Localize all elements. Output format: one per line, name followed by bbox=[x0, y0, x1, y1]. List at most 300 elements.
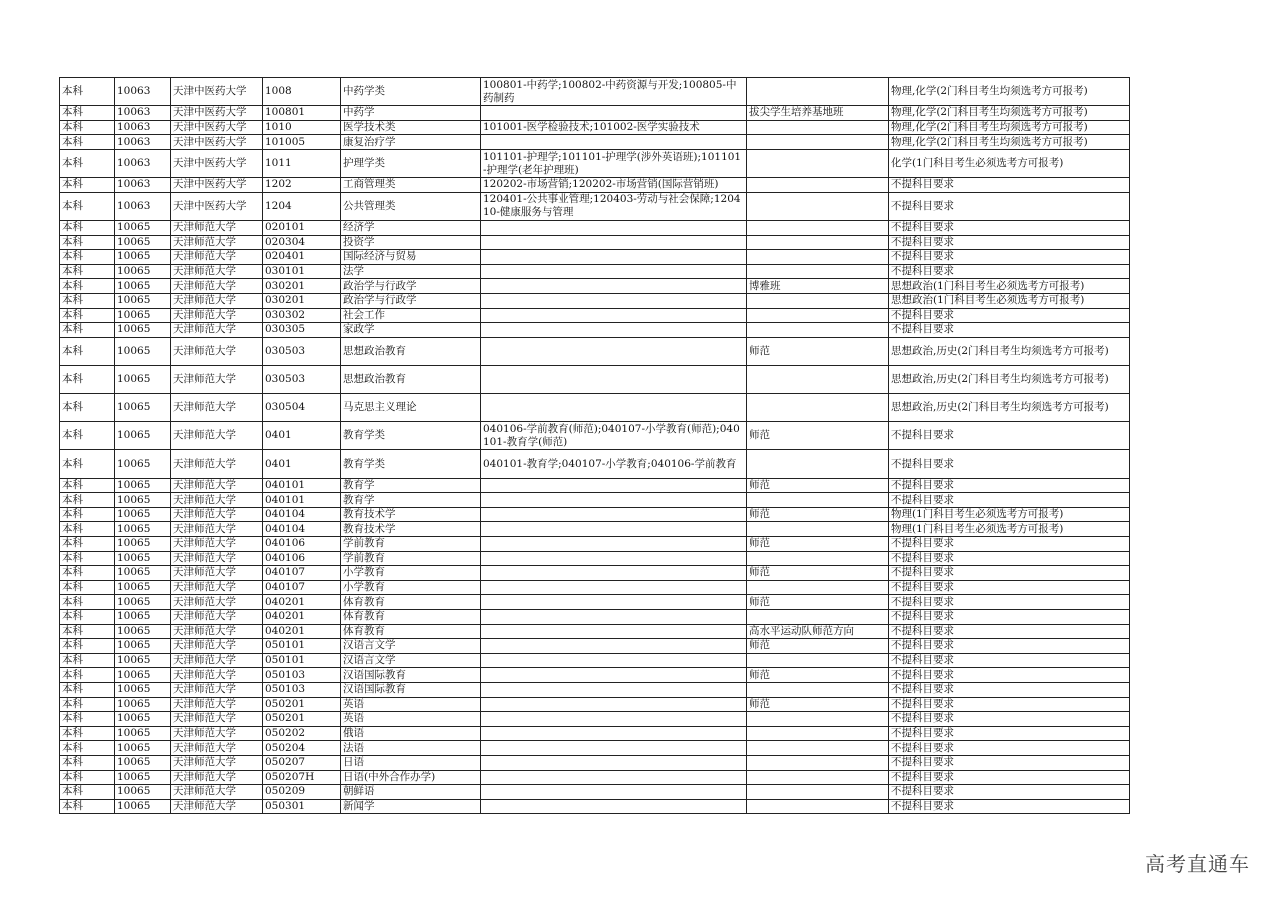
included-majors-cell bbox=[481, 609, 747, 624]
major-code-cell: 050202 bbox=[263, 726, 341, 741]
school-name-cell: 天津师范大学 bbox=[171, 697, 263, 712]
school-name-cell: 天津师范大学 bbox=[171, 770, 263, 785]
included-majors-cell bbox=[481, 537, 747, 552]
table-row bbox=[60, 551, 1130, 566]
school-code-cell: 10065 bbox=[115, 682, 171, 697]
level-cell: 本科 bbox=[60, 566, 115, 581]
school-name-cell: 天津师范大学 bbox=[171, 478, 263, 493]
level-cell: 本科 bbox=[60, 522, 115, 537]
school-code-cell: 10065 bbox=[115, 770, 171, 785]
level-cell: 本科 bbox=[60, 785, 115, 800]
table-row bbox=[60, 639, 1130, 654]
major-name-cell: 体育教育 bbox=[341, 624, 481, 639]
major-name-cell: 护理学类 bbox=[341, 149, 481, 177]
subject-requirement-cell: 不提科目要求 bbox=[889, 799, 1130, 814]
major-code-cell: 030302 bbox=[263, 308, 341, 323]
school-code-cell: 10065 bbox=[115, 365, 171, 393]
subject-requirement-cell: 不提科目要求 bbox=[889, 609, 1130, 624]
major-name-cell: 俄语 bbox=[341, 726, 481, 741]
note-cell: 师范 bbox=[747, 337, 889, 365]
level-cell: 本科 bbox=[60, 624, 115, 639]
level-cell: 本科 bbox=[60, 653, 115, 668]
school-name-cell: 天津师范大学 bbox=[171, 799, 263, 814]
school-name-cell: 天津师范大学 bbox=[171, 422, 263, 450]
table-row bbox=[60, 668, 1130, 683]
major-code-cell: 100801 bbox=[263, 106, 341, 121]
note-cell: 拔尖学生培养基地班 bbox=[747, 106, 889, 121]
included-majors-cell bbox=[481, 785, 747, 800]
major-code-cell: 050101 bbox=[263, 653, 341, 668]
admission-requirements-table bbox=[59, 77, 1130, 814]
note-cell: 师范 bbox=[747, 595, 889, 610]
major-name-cell: 马克思主义理论 bbox=[341, 394, 481, 422]
major-name-cell: 教育技术学 bbox=[341, 522, 481, 537]
major-name-cell: 国际经济与贸易 bbox=[341, 250, 481, 265]
note-cell: 师范 bbox=[747, 566, 889, 581]
school-code-cell: 10065 bbox=[115, 323, 171, 338]
major-name-cell: 汉语言文学 bbox=[341, 639, 481, 654]
major-code-cell: 0401 bbox=[263, 422, 341, 450]
included-majors-cell: 120401-公共事业管理;120403-劳动与社会保障;120410-健康服务与管理 bbox=[481, 192, 747, 220]
note-cell: 师范 bbox=[747, 639, 889, 654]
note-cell bbox=[747, 770, 889, 785]
major-code-cell: 040106 bbox=[263, 551, 341, 566]
note-cell: 师范 bbox=[747, 537, 889, 552]
major-code-cell: 101005 bbox=[263, 135, 341, 150]
school-code-cell: 10065 bbox=[115, 653, 171, 668]
subject-requirement-cell: 物理,化学(2门科目考生均须选考方可报考) bbox=[889, 135, 1130, 150]
note-cell bbox=[747, 78, 889, 106]
school-code-cell: 10065 bbox=[115, 609, 171, 624]
table-row bbox=[60, 337, 1130, 365]
school-name-cell: 天津师范大学 bbox=[171, 337, 263, 365]
school-code-cell: 10065 bbox=[115, 250, 171, 265]
school-name-cell: 天津师范大学 bbox=[171, 726, 263, 741]
subject-requirement-cell: 不提科目要求 bbox=[889, 537, 1130, 552]
major-code-cell: 050301 bbox=[263, 799, 341, 814]
included-majors-cell bbox=[481, 250, 747, 265]
included-majors-cell bbox=[481, 478, 747, 493]
note-cell bbox=[747, 785, 889, 800]
major-code-cell: 040201 bbox=[263, 595, 341, 610]
included-majors-cell: 101101-护理学;101101-护理学(涉外英语班);101101-护理学(老年护理班) bbox=[481, 149, 747, 177]
major-name-cell: 家政学 bbox=[341, 323, 481, 338]
major-code-cell: 020101 bbox=[263, 220, 341, 235]
major-code-cell: 030503 bbox=[263, 365, 341, 393]
level-cell: 本科 bbox=[60, 507, 115, 522]
note-cell bbox=[747, 755, 889, 770]
major-name-cell: 教育学类 bbox=[341, 450, 481, 478]
subject-requirement-cell: 不提科目要求 bbox=[889, 785, 1130, 800]
level-cell: 本科 bbox=[60, 770, 115, 785]
major-name-cell: 政治学与行政学 bbox=[341, 293, 481, 308]
subject-requirement-cell: 不提科目要求 bbox=[889, 235, 1130, 250]
table-row bbox=[60, 580, 1130, 595]
subject-requirement-cell: 不提科目要求 bbox=[889, 422, 1130, 450]
level-cell: 本科 bbox=[60, 537, 115, 552]
major-name-cell: 法语 bbox=[341, 741, 481, 756]
major-name-cell: 日语(中外合作办学) bbox=[341, 770, 481, 785]
note-cell bbox=[747, 220, 889, 235]
table-row bbox=[60, 493, 1130, 508]
major-code-cell: 030305 bbox=[263, 323, 341, 338]
subject-requirement-cell: 不提科目要求 bbox=[889, 450, 1130, 478]
school-code-cell: 10063 bbox=[115, 192, 171, 220]
level-cell: 本科 bbox=[60, 609, 115, 624]
school-name-cell: 天津师范大学 bbox=[171, 235, 263, 250]
included-majors-cell bbox=[481, 770, 747, 785]
included-majors-cell bbox=[481, 682, 747, 697]
note-cell bbox=[747, 120, 889, 135]
level-cell: 本科 bbox=[60, 697, 115, 712]
table-row bbox=[60, 192, 1130, 220]
table-row bbox=[60, 712, 1130, 727]
note-cell: 高水平运动队师范方向 bbox=[747, 624, 889, 639]
level-cell: 本科 bbox=[60, 394, 115, 422]
subject-requirement-cell: 思想政治(1门科目考生必须选考方可报考) bbox=[889, 279, 1130, 294]
subject-requirement-cell: 不提科目要求 bbox=[889, 192, 1130, 220]
included-majors-cell bbox=[481, 493, 747, 508]
school-name-cell: 天津师范大学 bbox=[171, 293, 263, 308]
included-majors-cell bbox=[481, 293, 747, 308]
school-name-cell: 天津师范大学 bbox=[171, 493, 263, 508]
level-cell: 本科 bbox=[60, 235, 115, 250]
school-code-cell: 10065 bbox=[115, 478, 171, 493]
school-name-cell: 天津师范大学 bbox=[171, 595, 263, 610]
major-code-cell: 040101 bbox=[263, 493, 341, 508]
note-cell bbox=[747, 135, 889, 150]
major-name-cell: 法学 bbox=[341, 264, 481, 279]
subject-requirement-cell: 不提科目要求 bbox=[889, 668, 1130, 683]
level-cell: 本科 bbox=[60, 799, 115, 814]
note-cell bbox=[747, 235, 889, 250]
included-majors-cell bbox=[481, 551, 747, 566]
school-code-cell: 10065 bbox=[115, 624, 171, 639]
school-code-cell: 10063 bbox=[115, 106, 171, 121]
school-name-cell: 天津师范大学 bbox=[171, 450, 263, 478]
table-row bbox=[60, 755, 1130, 770]
subject-requirement-cell: 不提科目要求 bbox=[889, 264, 1130, 279]
level-cell: 本科 bbox=[60, 580, 115, 595]
school-name-cell: 天津师范大学 bbox=[171, 566, 263, 581]
note-cell bbox=[747, 293, 889, 308]
table-row bbox=[60, 785, 1130, 800]
subject-requirement-cell: 物理(1门科目考生必须选考方可报考) bbox=[889, 507, 1130, 522]
table-row bbox=[60, 507, 1130, 522]
table-row bbox=[60, 450, 1130, 478]
subject-requirement-cell: 物理,化学(2门科目考生均须选考方可报考) bbox=[889, 120, 1130, 135]
table-row bbox=[60, 106, 1130, 121]
major-name-cell: 英语 bbox=[341, 697, 481, 712]
school-code-cell: 10063 bbox=[115, 149, 171, 177]
note-cell bbox=[747, 149, 889, 177]
school-name-cell: 天津师范大学 bbox=[171, 609, 263, 624]
included-majors-cell bbox=[481, 135, 747, 150]
table-row bbox=[60, 220, 1130, 235]
level-cell: 本科 bbox=[60, 106, 115, 121]
school-code-cell: 10065 bbox=[115, 493, 171, 508]
school-name-cell: 天津中医药大学 bbox=[171, 192, 263, 220]
major-name-cell: 思想政治教育 bbox=[341, 365, 481, 393]
note-cell bbox=[747, 580, 889, 595]
table-row bbox=[60, 308, 1130, 323]
level-cell: 本科 bbox=[60, 668, 115, 683]
major-name-cell: 教育学 bbox=[341, 478, 481, 493]
table-row bbox=[60, 537, 1130, 552]
major-name-cell: 汉语国际教育 bbox=[341, 682, 481, 697]
school-name-cell: 天津师范大学 bbox=[171, 250, 263, 265]
subject-requirement-cell: 物理,化学(2门科目考生均须选考方可报考) bbox=[889, 78, 1130, 106]
major-name-cell: 工商管理类 bbox=[341, 178, 481, 193]
level-cell: 本科 bbox=[60, 220, 115, 235]
level-cell: 本科 bbox=[60, 337, 115, 365]
subject-requirement-cell: 思想政治,历史(2门科目考生均须选考方可报考) bbox=[889, 365, 1130, 393]
major-code-cell: 1008 bbox=[263, 78, 341, 106]
included-majors-cell: 040101-教育学;040107-小学教育;040106-学前教育 bbox=[481, 450, 747, 478]
included-majors-cell bbox=[481, 712, 747, 727]
school-name-cell: 天津师范大学 bbox=[171, 279, 263, 294]
subject-requirement-cell: 不提科目要求 bbox=[889, 250, 1130, 265]
level-cell: 本科 bbox=[60, 192, 115, 220]
subject-requirement-cell: 不提科目要求 bbox=[889, 566, 1130, 581]
included-majors-cell bbox=[481, 264, 747, 279]
school-name-cell: 天津师范大学 bbox=[171, 653, 263, 668]
subject-requirement-cell: 不提科目要求 bbox=[889, 770, 1130, 785]
included-majors-cell bbox=[481, 394, 747, 422]
subject-requirement-cell: 不提科目要求 bbox=[889, 308, 1130, 323]
table-row bbox=[60, 566, 1130, 581]
major-name-cell: 英语 bbox=[341, 712, 481, 727]
subject-requirement-cell: 不提科目要求 bbox=[889, 639, 1130, 654]
note-cell bbox=[747, 264, 889, 279]
major-code-cell: 040107 bbox=[263, 566, 341, 581]
level-cell: 本科 bbox=[60, 682, 115, 697]
level-cell: 本科 bbox=[60, 755, 115, 770]
note-cell: 师范 bbox=[747, 478, 889, 493]
school-code-cell: 10063 bbox=[115, 78, 171, 106]
included-majors-cell bbox=[481, 308, 747, 323]
table-row bbox=[60, 178, 1130, 193]
school-code-cell: 10063 bbox=[115, 178, 171, 193]
school-code-cell: 10065 bbox=[115, 712, 171, 727]
included-majors-cell bbox=[481, 624, 747, 639]
note-cell bbox=[747, 522, 889, 537]
school-code-cell: 10065 bbox=[115, 507, 171, 522]
table-row bbox=[60, 726, 1130, 741]
major-name-cell: 思想政治教育 bbox=[341, 337, 481, 365]
level-cell: 本科 bbox=[60, 450, 115, 478]
table-row bbox=[60, 609, 1130, 624]
major-code-cell: 030504 bbox=[263, 394, 341, 422]
note-cell bbox=[747, 178, 889, 193]
level-cell: 本科 bbox=[60, 250, 115, 265]
school-name-cell: 天津中医药大学 bbox=[171, 149, 263, 177]
table-row bbox=[60, 120, 1130, 135]
major-code-cell: 040106 bbox=[263, 537, 341, 552]
subject-requirement-cell: 不提科目要求 bbox=[889, 220, 1130, 235]
major-name-cell: 体育教育 bbox=[341, 609, 481, 624]
table-row bbox=[60, 264, 1130, 279]
major-code-cell: 040107 bbox=[263, 580, 341, 595]
note-cell: 博雅班 bbox=[747, 279, 889, 294]
subject-requirement-cell: 物理,化学(2门科目考生均须选考方可报考) bbox=[889, 106, 1130, 121]
major-name-cell: 公共管理类 bbox=[341, 192, 481, 220]
note-cell: 师范 bbox=[747, 507, 889, 522]
included-majors-cell bbox=[481, 220, 747, 235]
level-cell: 本科 bbox=[60, 478, 115, 493]
school-code-cell: 10063 bbox=[115, 120, 171, 135]
major-code-cell: 1010 bbox=[263, 120, 341, 135]
note-cell bbox=[747, 653, 889, 668]
school-name-cell: 天津师范大学 bbox=[171, 639, 263, 654]
included-majors-cell bbox=[481, 106, 747, 121]
note-cell bbox=[747, 365, 889, 393]
major-name-cell: 新闻学 bbox=[341, 799, 481, 814]
school-name-cell: 天津中医药大学 bbox=[171, 135, 263, 150]
school-code-cell: 10065 bbox=[115, 279, 171, 294]
major-name-cell: 小学教育 bbox=[341, 580, 481, 595]
table-row bbox=[60, 697, 1130, 712]
major-code-cell: 040101 bbox=[263, 478, 341, 493]
major-code-cell: 020401 bbox=[263, 250, 341, 265]
level-cell: 本科 bbox=[60, 135, 115, 150]
major-code-cell: 040201 bbox=[263, 624, 341, 639]
major-code-cell: 050209 bbox=[263, 785, 341, 800]
watermark: 高考直通车 bbox=[1145, 852, 1250, 876]
level-cell: 本科 bbox=[60, 712, 115, 727]
major-code-cell: 1202 bbox=[263, 178, 341, 193]
subject-requirement-cell: 物理(1门科目考生必须选考方可报考) bbox=[889, 522, 1130, 537]
table-row bbox=[60, 799, 1130, 814]
level-cell: 本科 bbox=[60, 365, 115, 393]
note-cell: 师范 bbox=[747, 422, 889, 450]
table-row bbox=[60, 682, 1130, 697]
major-name-cell: 中药学 bbox=[341, 106, 481, 121]
major-code-cell: 050103 bbox=[263, 668, 341, 683]
major-code-cell: 030201 bbox=[263, 279, 341, 294]
included-majors-cell: 120202-市场营销;120202-市场营销(国际营销班) bbox=[481, 178, 747, 193]
major-name-cell: 体育教育 bbox=[341, 595, 481, 610]
school-code-cell: 10065 bbox=[115, 308, 171, 323]
table-row bbox=[60, 653, 1130, 668]
school-name-cell: 天津师范大学 bbox=[171, 507, 263, 522]
school-code-cell: 10065 bbox=[115, 726, 171, 741]
included-majors-cell bbox=[481, 566, 747, 581]
note-cell bbox=[747, 682, 889, 697]
school-code-cell: 10065 bbox=[115, 422, 171, 450]
included-majors-cell bbox=[481, 741, 747, 756]
school-code-cell: 10065 bbox=[115, 220, 171, 235]
major-name-cell: 投资学 bbox=[341, 235, 481, 250]
school-code-cell: 10065 bbox=[115, 394, 171, 422]
major-code-cell: 0401 bbox=[263, 450, 341, 478]
level-cell: 本科 bbox=[60, 149, 115, 177]
table-row bbox=[60, 624, 1130, 639]
school-code-cell: 10065 bbox=[115, 785, 171, 800]
table-row bbox=[60, 595, 1130, 610]
note-cell: 师范 bbox=[747, 697, 889, 712]
major-name-cell: 康复治疗学 bbox=[341, 135, 481, 150]
school-name-cell: 天津师范大学 bbox=[171, 624, 263, 639]
school-code-cell: 10065 bbox=[115, 264, 171, 279]
subject-requirement-cell: 不提科目要求 bbox=[889, 493, 1130, 508]
included-majors-cell bbox=[481, 799, 747, 814]
level-cell: 本科 bbox=[60, 639, 115, 654]
major-name-cell: 小学教育 bbox=[341, 566, 481, 581]
major-name-cell: 学前教育 bbox=[341, 537, 481, 552]
table-row bbox=[60, 422, 1130, 450]
level-cell: 本科 bbox=[60, 595, 115, 610]
included-majors-cell bbox=[481, 755, 747, 770]
table-body bbox=[60, 78, 1130, 814]
included-majors-cell bbox=[481, 668, 747, 683]
subject-requirement-cell: 不提科目要求 bbox=[889, 697, 1130, 712]
school-code-cell: 10065 bbox=[115, 566, 171, 581]
included-majors-cell bbox=[481, 726, 747, 741]
school-code-cell: 10065 bbox=[115, 668, 171, 683]
table-row bbox=[60, 741, 1130, 756]
level-cell: 本科 bbox=[60, 178, 115, 193]
school-name-cell: 天津师范大学 bbox=[171, 365, 263, 393]
major-name-cell: 朝鲜语 bbox=[341, 785, 481, 800]
school-name-cell: 天津师范大学 bbox=[171, 551, 263, 566]
level-cell: 本科 bbox=[60, 493, 115, 508]
major-name-cell: 汉语言文学 bbox=[341, 653, 481, 668]
included-majors-cell bbox=[481, 337, 747, 365]
school-name-cell: 天津师范大学 bbox=[171, 394, 263, 422]
table-row bbox=[60, 394, 1130, 422]
note-cell bbox=[747, 308, 889, 323]
major-name-cell: 汉语国际教育 bbox=[341, 668, 481, 683]
major-name-cell: 中药学类 bbox=[341, 78, 481, 106]
included-majors-cell bbox=[481, 697, 747, 712]
school-name-cell: 天津师范大学 bbox=[171, 308, 263, 323]
note-cell bbox=[747, 712, 889, 727]
major-name-cell: 经济学 bbox=[341, 220, 481, 235]
table-row bbox=[60, 279, 1130, 294]
major-name-cell: 政治学与行政学 bbox=[341, 279, 481, 294]
major-code-cell: 050204 bbox=[263, 741, 341, 756]
school-name-cell: 天津师范大学 bbox=[171, 580, 263, 595]
school-code-cell: 10065 bbox=[115, 293, 171, 308]
level-cell: 本科 bbox=[60, 293, 115, 308]
major-name-cell: 学前教育 bbox=[341, 551, 481, 566]
table-row bbox=[60, 522, 1130, 537]
note-cell: 师范 bbox=[747, 668, 889, 683]
note-cell bbox=[747, 394, 889, 422]
note-cell bbox=[747, 741, 889, 756]
note-cell bbox=[747, 551, 889, 566]
school-name-cell: 天津师范大学 bbox=[171, 755, 263, 770]
table-row bbox=[60, 365, 1130, 393]
major-code-cell: 050201 bbox=[263, 697, 341, 712]
major-code-cell: 050207H bbox=[263, 770, 341, 785]
school-code-cell: 10065 bbox=[115, 450, 171, 478]
major-code-cell: 1011 bbox=[263, 149, 341, 177]
table-row bbox=[60, 770, 1130, 785]
included-majors-cell bbox=[481, 235, 747, 250]
school-name-cell: 天津师范大学 bbox=[171, 712, 263, 727]
subject-requirement-cell: 不提科目要求 bbox=[889, 478, 1130, 493]
school-code-cell: 10065 bbox=[115, 595, 171, 610]
table-row bbox=[60, 478, 1130, 493]
included-majors-cell bbox=[481, 653, 747, 668]
school-name-cell: 天津师范大学 bbox=[171, 537, 263, 552]
school-name-cell: 天津中医药大学 bbox=[171, 106, 263, 121]
level-cell: 本科 bbox=[60, 323, 115, 338]
note-cell bbox=[747, 799, 889, 814]
school-code-cell: 10065 bbox=[115, 580, 171, 595]
